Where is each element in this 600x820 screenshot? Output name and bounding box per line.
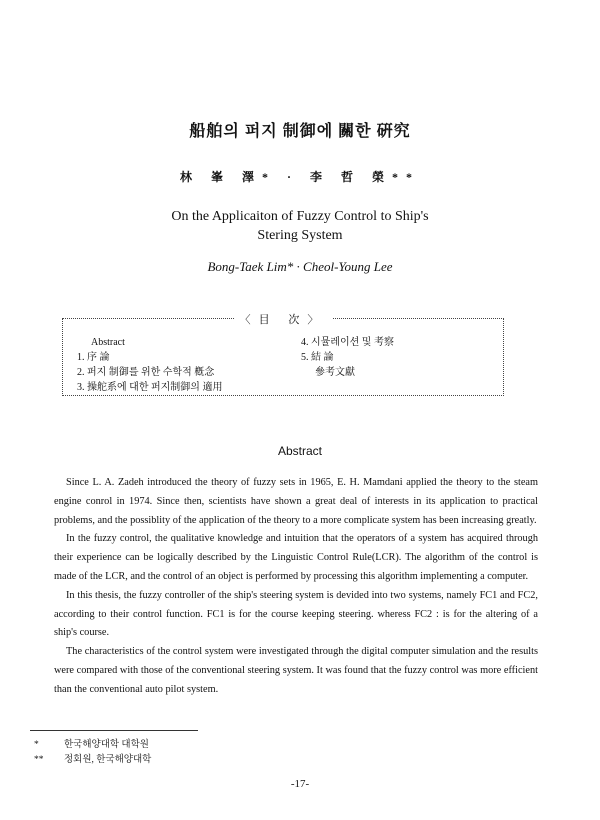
table-of-contents (62, 314, 504, 396)
footnote (34, 738, 151, 753)
footnote-text: 정회원, 한국해양대학 (64, 755, 152, 765)
toc-left-column (77, 335, 222, 395)
abstract-paragraph: In the fuzzy control, the qualitative knowledge and intuition that the operators of a system has acquired through their experience can be logically described by the Linguistic Control Rule(LCR). The algorithm of the control is made of the LCR, and the control of an object is performed by processing this algorithm implementing a computer. (54, 533, 538, 582)
toc-item: 參考文獻 (315, 367, 355, 378)
toc-item: Abstract (91, 337, 125, 348)
footnotes (34, 738, 151, 768)
footnote-mark: ** (34, 755, 44, 765)
page-number: -17- (290, 778, 310, 790)
paper-title-english (0, 207, 600, 245)
toc-item: 2. 퍼지 制御를 위한 수학적 槪念 (77, 367, 215, 378)
authors-english: Bong-Taek Lim* · Cheol-Young Lee (207, 259, 393, 274)
toc-right-column (301, 335, 394, 380)
toc-item: 4. 시뮬레이션 및 考察 (301, 337, 394, 348)
footnote-rule (30, 730, 198, 731)
toc-item: 1. 序 論 (77, 352, 110, 363)
toc-header: 〈目 次〉 (63, 311, 503, 327)
title-en-line2: Stering System (257, 228, 343, 243)
abstract-paragraph: The characteristics of the control system were investigated through the digital computer simulation and the results were compared with those of the conventional steering system. It was found that the fuzzy control was more efficient than the conventional auto pilot system. (54, 646, 538, 695)
footnote-mark: * (34, 740, 39, 750)
authors-korean: 林 峯 澤* · 李 哲 榮** (179, 170, 420, 184)
toc-item: 3. 操舵系에 대한 퍼지制御의 適用 (77, 382, 223, 393)
paper-title-korean: 船舶의 퍼지 制御에 關한 硏究 (189, 123, 411, 140)
abstract-body (54, 474, 538, 700)
abstract-paragraph: In this thesis, the fuzzy controller of the ship's steering system is devided into two systems, namely FC1 and FC2, according to their control function. FC1 is for the course keeping steering. wheress FC2 : is for the altering of a ship's course. (54, 589, 538, 639)
title-en-line1: On the Applicaiton of Fuzzy Control to Ship's (171, 209, 429, 224)
footnote-text: 한국해양대학 대학원 (64, 740, 149, 750)
toc-item: 5. 結 論 (301, 352, 334, 363)
footnote (34, 753, 151, 768)
abstract-paragraph: Since L. A. Zadeh introduced the theory of fuzzy sets in 1965, E. H. Mamdani applied the theory to the steam engine conrol in 1974. Since then, scientists have shown a great deal of interests in its application to practical problems, and the possiblity of the application of the theory to a more complicate system has been increasing greatly. (54, 477, 538, 526)
abstract-heading: Abstract (277, 444, 322, 458)
